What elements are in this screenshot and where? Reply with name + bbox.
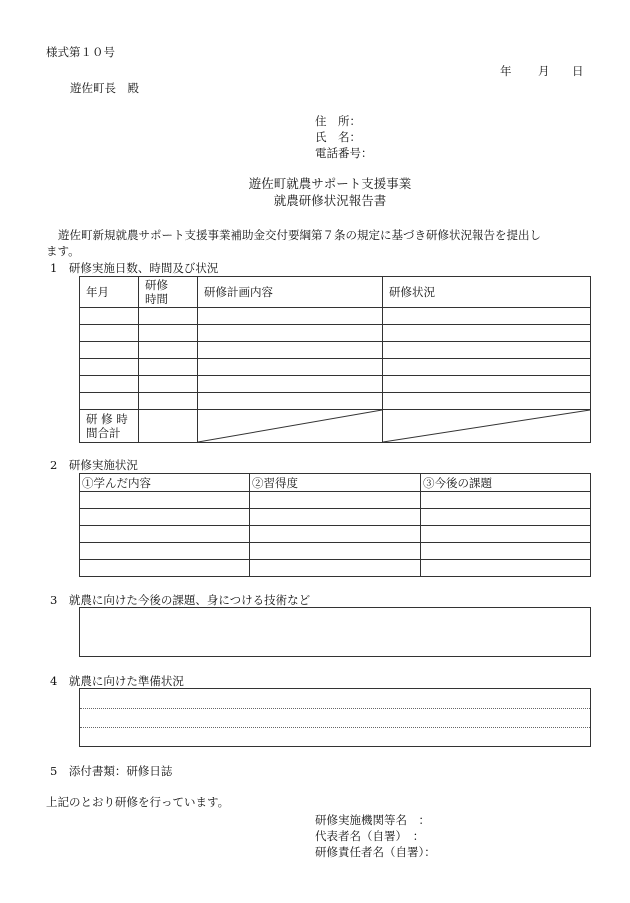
table-row (80, 325, 591, 342)
representative-label: 代表者名（自署） ： (315, 829, 425, 843)
table-row (80, 359, 591, 376)
cell[interactable] (139, 393, 198, 410)
table-row (80, 560, 591, 577)
table-row (80, 308, 591, 325)
cell[interactable] (139, 376, 198, 393)
cell[interactable] (250, 560, 421, 577)
crossed-out-cell (383, 410, 591, 443)
table-row (80, 526, 591, 543)
form-number: 様式第１０号 (46, 45, 115, 59)
section1-heading: 1 研修実施日数、時間及び状況 (50, 261, 219, 275)
cell[interactable] (80, 325, 139, 342)
title-line-1: 遊佐町就農サポート支援事業 (248, 176, 412, 191)
cell[interactable] (383, 308, 591, 325)
section2-heading: 2 研修実施状況 (50, 458, 138, 472)
cell[interactable] (198, 359, 383, 376)
table-header-row (80, 474, 591, 492)
address-label: 住 所： (315, 114, 361, 128)
cell[interactable] (80, 359, 139, 376)
cell[interactable] (421, 509, 591, 526)
cell[interactable] (80, 393, 139, 410)
cell[interactable] (198, 393, 383, 410)
total-label-line-2: 間合計 (86, 426, 121, 440)
header-future-issues: ③今後の課題 (421, 474, 591, 492)
preparation-status-box[interactable] (79, 688, 591, 747)
cell[interactable] (421, 560, 591, 577)
cell[interactable] (250, 509, 421, 526)
title-line-2: 就農研修状況報告書 (273, 193, 387, 208)
cell[interactable] (383, 342, 591, 359)
cell[interactable] (139, 359, 198, 376)
crossed-out-cell (198, 410, 383, 443)
total-row (80, 410, 591, 443)
cell[interactable] (139, 342, 198, 359)
table-row (80, 543, 591, 560)
total-label-line-1: 研 修 時 (86, 412, 128, 426)
cell[interactable] (80, 308, 139, 325)
supervisor-label: 研修責任者名（自署）： (315, 845, 436, 859)
header-hours (139, 277, 198, 308)
cell[interactable] (250, 492, 421, 509)
cell[interactable] (198, 376, 383, 393)
cell[interactable] (80, 492, 250, 509)
phone-label: 電話番号： (315, 146, 373, 160)
training-status-table (79, 473, 591, 577)
header-month: 年月 (80, 277, 139, 308)
date-day-label: 日 (572, 64, 584, 78)
cell[interactable] (383, 393, 591, 410)
closing-statement: 上記のとおり研修を行っています。 (46, 795, 230, 809)
table-row (80, 509, 591, 526)
cell[interactable] (80, 376, 139, 393)
table-row (80, 393, 591, 410)
cell[interactable] (139, 308, 198, 325)
cell[interactable] (421, 526, 591, 543)
header-hours-line-1: 研修 (145, 278, 168, 292)
date-year-label: 年 (500, 64, 512, 78)
cell[interactable] (198, 308, 383, 325)
cell[interactable] (139, 325, 198, 342)
cell[interactable] (250, 543, 421, 560)
cell[interactable] (80, 509, 250, 526)
cell[interactable] (80, 543, 250, 560)
ruled-line (80, 708, 590, 709)
cell[interactable] (383, 359, 591, 376)
cell[interactable] (421, 492, 591, 509)
table-row (80, 492, 591, 509)
cell[interactable] (421, 543, 591, 560)
training-hours-table (79, 276, 591, 443)
cell[interactable] (198, 325, 383, 342)
table-header-row (80, 277, 591, 308)
table-row (80, 342, 591, 359)
institution-label: 研修実施機関等名 ： (315, 813, 430, 827)
date-month-label: 月 (538, 64, 550, 78)
header-status: 研修状況 (383, 277, 591, 308)
header-learned: ①学んだ内容 (80, 474, 250, 492)
cell[interactable] (383, 376, 591, 393)
section4-heading: 4 就農に向けた準備状況 (50, 674, 184, 688)
future-issues-box[interactable] (79, 607, 591, 657)
header-proficiency: ②習得度 (250, 474, 421, 492)
header-plan: 研修計画内容 (198, 277, 383, 308)
total-hours-cell[interactable] (139, 410, 198, 443)
cell[interactable] (198, 342, 383, 359)
cell[interactable] (80, 342, 139, 359)
cell[interactable] (383, 325, 591, 342)
cell[interactable] (80, 526, 250, 543)
intro-line-2: ます。 (46, 244, 80, 258)
table-row (80, 376, 591, 393)
addressee: 遊佐町長 殿 (70, 81, 139, 95)
section5-heading: 5 添付書類：研修日誌 (50, 764, 173, 778)
header-hours-line-2: 時間 (145, 292, 168, 306)
section3-heading: 3 就農に向けた今後の課題、身につける技術など (50, 593, 311, 607)
cell[interactable] (80, 560, 250, 577)
cell[interactable] (250, 526, 421, 543)
name-label: 氏 名： (315, 130, 361, 144)
intro-line-1: 遊佐町新規就農サポート支援事業補助金交付要綱第７条の規定に基づき研修状況報告を提出し (58, 228, 541, 242)
ruled-line (80, 727, 590, 728)
total-label (80, 410, 139, 443)
